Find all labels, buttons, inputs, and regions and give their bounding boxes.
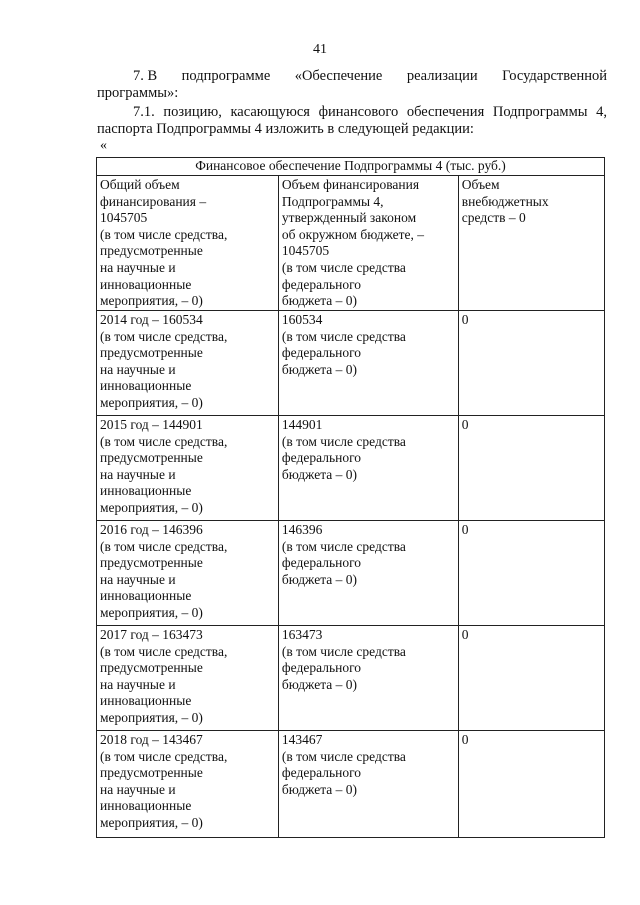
financing-table bbox=[96, 157, 605, 838]
table-row bbox=[97, 416, 605, 521]
cell-text-line: 0 bbox=[461, 732, 469, 747]
cell-text-line: федерального bbox=[281, 450, 362, 466]
year-budget-cell bbox=[278, 521, 458, 626]
cell-text-line: внебюджетных bbox=[461, 193, 549, 209]
paragraph-7-1-word: позицию, bbox=[163, 104, 222, 120]
cell-text-line: (в том числе средства bbox=[281, 433, 406, 449]
cell-text-line: (в том числе средства, bbox=[100, 748, 228, 764]
cell-text-line: предусмотренные bbox=[100, 450, 203, 466]
cell-text-line: мероприятия, – 0) bbox=[100, 499, 203, 515]
cell-text-line: 0 bbox=[461, 312, 469, 327]
cell-text-line: средств – 0 bbox=[461, 210, 526, 226]
cell-text-line: (в том числе средства, bbox=[100, 226, 228, 242]
paragraph-7 bbox=[97, 68, 607, 102]
total-financing-cell bbox=[97, 176, 279, 311]
year-extrabudgetary-cell bbox=[458, 416, 604, 521]
cell-text-line: инновационные bbox=[100, 693, 192, 709]
cell-text-line: федерального bbox=[281, 345, 362, 361]
cell-text-line: мероприятия, – 0) bbox=[100, 394, 203, 410]
cell-text-line: мероприятия, – 0) bbox=[100, 814, 203, 830]
cell-text-line: утвержденный законом bbox=[281, 210, 417, 226]
cell-text-line: предусмотренные bbox=[100, 660, 203, 676]
cell-text-line: (в том числе средства bbox=[281, 259, 406, 275]
year-total-cell bbox=[97, 521, 279, 626]
paragraph-7-1-word: Подпрограммы bbox=[492, 104, 588, 120]
cell-text-line: федерального bbox=[281, 660, 362, 676]
year-total-cell bbox=[97, 731, 279, 838]
table-row bbox=[97, 521, 605, 626]
paragraph-7-1-line-1 bbox=[97, 104, 607, 121]
paragraph-7-1 bbox=[97, 104, 607, 138]
cell-text-line: на научные и bbox=[100, 361, 176, 377]
cell-text-line: инновационные bbox=[100, 276, 192, 292]
year-total-cell bbox=[97, 416, 279, 521]
year-budget-cell bbox=[278, 311, 458, 416]
table-row bbox=[97, 731, 605, 838]
cell-text-line: 2014 год – 160534 bbox=[100, 312, 203, 327]
paragraph-7-1-word: 7.1. bbox=[133, 104, 155, 120]
paragraph-7-1-word: обеспечения bbox=[406, 104, 485, 120]
cell-text-line: (в том числе средства bbox=[281, 538, 406, 554]
cell-text-line: 2015 год – 144901 bbox=[100, 417, 203, 432]
cell-text-line: 2016 год – 146396 bbox=[100, 522, 203, 537]
cell-text-line: на научные и bbox=[100, 781, 176, 797]
cell-text-line: об окружном бюджете, – bbox=[281, 226, 425, 242]
cell-text-line: предусмотренные bbox=[100, 555, 203, 571]
cell-text-line: бюджета – 0) bbox=[281, 293, 358, 309]
cell-text-line: бюджета – 0) bbox=[281, 676, 358, 692]
cell-text-line: мероприятия, – 0) bbox=[100, 604, 203, 620]
cell-text-line: 0 bbox=[461, 522, 469, 537]
cell-text-line: 2018 год – 143467 bbox=[100, 732, 203, 747]
paragraph-7-word: подпрограмме bbox=[181, 68, 271, 84]
cell-text-line: предусмотренные bbox=[100, 243, 203, 259]
paragraph-7-word: реализации bbox=[406, 68, 478, 84]
cell-text-line: инновационные bbox=[100, 798, 192, 814]
opening-quote-mark: « bbox=[100, 138, 107, 153]
cell-text-line: бюджета – 0) bbox=[281, 781, 358, 797]
year-total-cell bbox=[97, 311, 279, 416]
cell-text-line: 2017 год – 163473 bbox=[100, 627, 203, 642]
paragraph-7-word: «Обеспечение bbox=[294, 68, 383, 84]
cell-text-line: федерального bbox=[281, 276, 362, 292]
cell-text-line: финансирования – bbox=[100, 193, 207, 209]
table-caption: Финансовое обеспечение Подпрограммы 4 (тыс. руб.) bbox=[97, 158, 605, 176]
cell-text-line: бюджета – 0) bbox=[281, 571, 358, 587]
cell-text-line: мероприятия, – 0) bbox=[100, 293, 203, 309]
cell-text-line: предусмотренные bbox=[100, 345, 203, 361]
cell-text-line: на научные и bbox=[100, 571, 176, 587]
cell-text-line: 144901 bbox=[281, 417, 323, 432]
paragraph-7-line-1 bbox=[97, 68, 607, 85]
cell-text-line: предусмотренные bbox=[100, 765, 203, 781]
table-row bbox=[97, 626, 605, 731]
cell-text-line: инновационные bbox=[100, 483, 192, 499]
table-header-row bbox=[97, 176, 605, 311]
year-extrabudgetary-cell bbox=[458, 626, 604, 731]
cell-text-line: Общий объем bbox=[100, 177, 180, 192]
cell-text-line: бюджета – 0) bbox=[281, 466, 358, 482]
paragraph-7-line-2: программы»: bbox=[97, 85, 179, 101]
budget-financing-cell bbox=[278, 176, 458, 311]
cell-text-line: на научные и bbox=[100, 466, 176, 482]
year-total-cell bbox=[97, 626, 279, 731]
cell-text-line: Объем финансирования bbox=[281, 177, 420, 192]
cell-text-line: 160534 bbox=[281, 312, 323, 327]
cell-text-line: 146396 bbox=[281, 522, 323, 537]
extrabudgetary-cell bbox=[458, 176, 604, 311]
year-budget-cell bbox=[278, 731, 458, 838]
cell-text-line: (в том числе средства, bbox=[100, 538, 228, 554]
cell-text-line: 0 bbox=[461, 417, 469, 432]
paragraph-7-1-line-2: паспорта Подпрограммы 4 изложить в следующей редакции: bbox=[97, 121, 474, 137]
cell-text-line: инновационные bbox=[100, 588, 192, 604]
cell-text-line: (в том числе средства, bbox=[100, 328, 228, 344]
year-extrabudgetary-cell bbox=[458, 731, 604, 838]
cell-text-line: мероприятия, – 0) bbox=[100, 709, 203, 725]
cell-text-line: инновационные bbox=[100, 378, 192, 394]
cell-text-line: бюджета – 0) bbox=[281, 361, 358, 377]
year-budget-cell bbox=[278, 416, 458, 521]
paragraph-7-1-word: финансового bbox=[318, 104, 399, 120]
paragraph-7-word: 7. В bbox=[133, 68, 158, 84]
year-extrabudgetary-cell bbox=[458, 311, 604, 416]
cell-text-line: 143467 bbox=[281, 732, 323, 747]
cell-text-line: Подпрограммы 4, bbox=[281, 193, 384, 209]
cell-text-line: федерального bbox=[281, 765, 362, 781]
year-budget-cell bbox=[278, 626, 458, 731]
cell-text-line: Объем bbox=[461, 177, 500, 192]
cell-text-line: 1045705 bbox=[100, 210, 148, 226]
year-extrabudgetary-cell bbox=[458, 521, 604, 626]
cell-text-line: 1045705 bbox=[281, 243, 330, 259]
cell-text-line: на научные и bbox=[100, 259, 176, 275]
table-row bbox=[97, 311, 605, 416]
cell-text-line: (в том числе средства, bbox=[100, 433, 228, 449]
cell-text-line: 163473 bbox=[281, 627, 323, 642]
paragraph-7-1-word: касающуюся bbox=[230, 104, 310, 120]
cell-text-line: на научные и bbox=[100, 676, 176, 692]
cell-text-line: (в том числе средства bbox=[281, 748, 406, 764]
paragraph-7-word: Государственной bbox=[502, 68, 607, 84]
cell-text-line: (в том числе средства bbox=[281, 328, 406, 344]
cell-text-line: (в том числе средства, bbox=[100, 643, 228, 659]
page-number: 41 bbox=[313, 42, 327, 57]
paragraph-7-1-word: 4, bbox=[596, 104, 607, 120]
cell-text-line: федерального bbox=[281, 555, 362, 571]
cell-text-line: 0 bbox=[461, 627, 469, 642]
cell-text-line: (в том числе средства bbox=[281, 643, 406, 659]
